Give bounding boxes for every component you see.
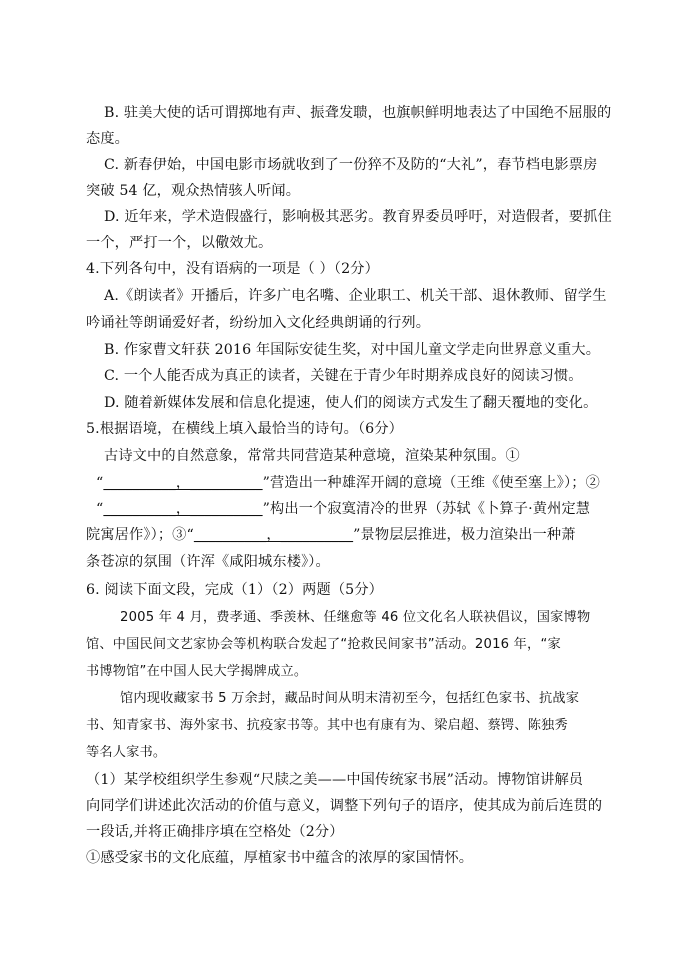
question-5-blank-line-2: “__________，__________”构出一个寂寞清冷的世界（苏轼《卜算子·黄州定慧 [96,501,591,517]
passage-para-2-line-2: 书、知青家书、海外家书、抗疫家书等。其中也有康有为、梁启超、蔡锷、陈独秀 [86,718,568,733]
question-5-stem: 5.根据语境，在横线上填入最恰当的诗句。（6分） [86,421,404,437]
passage-para-2-line-1: 馆内现收藏家书 5 万余封，藏品时间从明末清初至今，包括红色家书、抗战家 [120,691,580,706]
fill-in-blank: __________，__________ [193,527,354,543]
option-3c-line-2: 突破 54 亿，观众热情骇人听闻。 [86,183,301,199]
option-4a-line-1: A.《朗读者》开播后，许多广电名嘴、企业职工、机关干部、退休教师、留学生 [104,288,607,304]
option-4c: C. 一个人能否成为真正的读者，关键在于青少年时期养成良好的阅读习惯。 [104,368,583,384]
option-4a-line-2: 吟诵社等朗诵爱好者，纷纷加入文化经典朗诵的行列。 [86,315,431,331]
fill-in-blank: __________，__________ [103,501,263,517]
question-5-blank-line-4: 条苍凉的氛围（许浑《咸阳城东楼》）。 [86,554,330,570]
option-3c-line-1: C. 新春伊始，中国电影市场就收到了一份猝不及防的“大礼”，春节档电影票房 [104,157,598,173]
option-3b-line-1: B. 驻美大使的话可谓掷地有声、振聋发聩，也旗帜鲜明地表达了中国绝不屈服的 [104,105,612,121]
passage-para-1-line-3: 书博物馆”在中国人民大学揭牌成立。 [86,664,308,679]
passage-para-2-line-3: 等名人家书。 [86,745,167,760]
question-5-blank-line-3: 院寓居作》）；③“__________，__________”景物层层推进，极力渲染出一种萧 [86,527,576,543]
question-5-blank-line-1: “__________，__________”营造出一种雄浑开阔的意境（王维《使至塞上》）；② [96,475,600,491]
passage-para-1-line-1: 2005 年 4 月，费孝通、季羡林、任继愈等 46 位文化名人联袂倡议，国家博物 [120,610,591,625]
fill-in-blank: __________，__________ [103,475,263,491]
question-6-stem: 6. 阅读下面文段，完成（1）（2）两题（5分） [86,582,384,598]
sub-question-1-line-1: （1）某学校组织学生参观“尺牍之美——中国传统家书展”活动。博物馆讲解员 [86,772,584,788]
sub-question-1-line-3: 一段话,并将正确排序填在空格处（2分） [86,824,344,840]
option-3d-line-1: D. 近年来，学术造假盛行，影响极其恶劣。教育界委员呼吁，对造假者，要抓住 [104,209,612,225]
question-5-context: 古诗文中的自然意象，常常共同营造某种意境，渲染某种氛围。① [104,448,520,464]
passage-para-1-line-2: 馆、中国民间文艺家协会等机构联合发起了“抢救民间家书”活动。2016 年，“家 [86,637,561,652]
sentence-1: ①感受家书的文化底蕴，厚植家书中蕴含的浓厚的家国情怀。 [86,850,474,866]
option-3b-line-2: 态度。 [86,131,130,147]
option-3d-line-2: 一个，严打一个，以儆效尤。 [86,235,273,251]
option-4b: B. 作家曹文轩获 2016 年国际安徒生奖，对中国儿童文学走向世界意义重大。 [104,342,601,358]
question-4-stem: 4.下列各句中，没有语病的一项是（ ）（2分） [86,261,379,277]
option-4d: D. 随着新媒体发展和信息化提速，使人们的阅读方式发生了翻天覆地的变化。 [104,395,598,411]
sub-question-1-line-2: 向同学们讲述此次活动的价值与意义，调整下列句子的语序，使其成为前后连贯的 [86,798,603,814]
